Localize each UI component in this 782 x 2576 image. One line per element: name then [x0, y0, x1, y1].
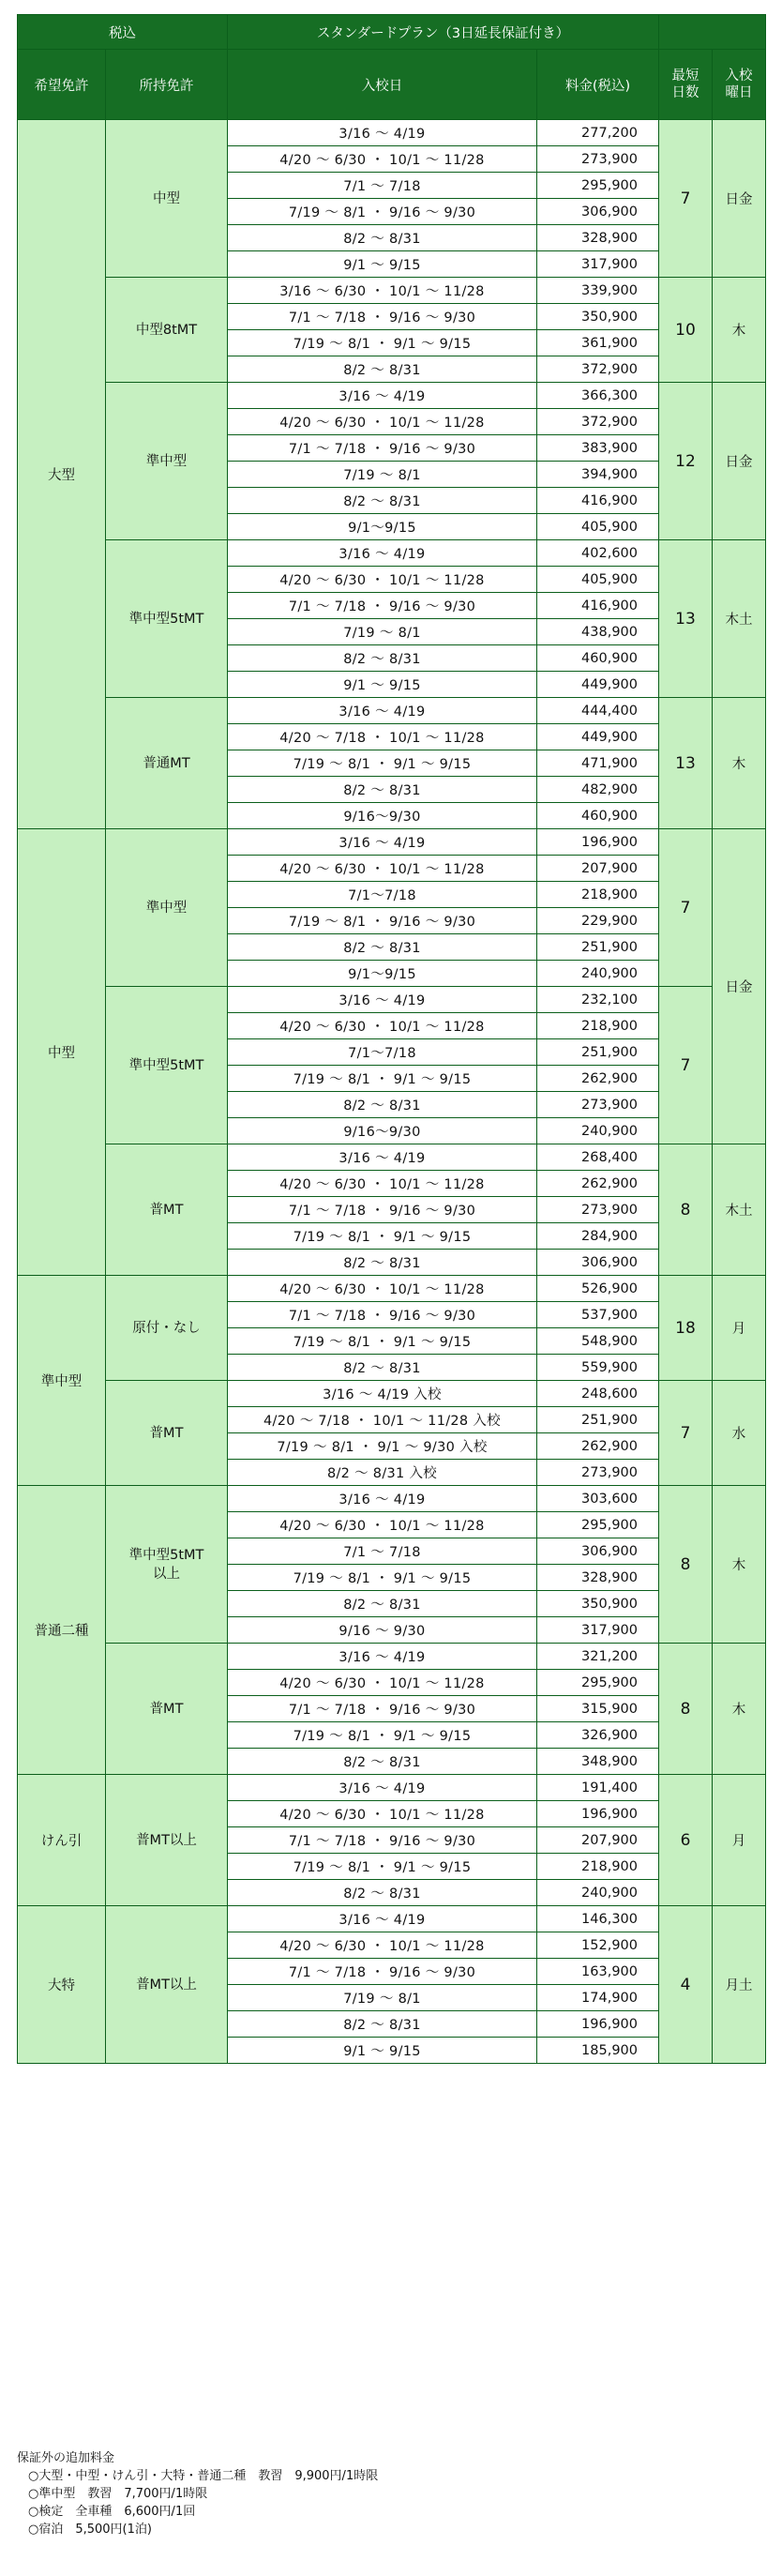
fee-cell: 348,900 [537, 1749, 659, 1775]
fee-cell: 284,900 [537, 1223, 659, 1250]
fee-cell: 482,900 [537, 777, 659, 803]
fee-cell: 207,900 [537, 1827, 659, 1854]
fee-cell: 196,900 [537, 829, 659, 856]
fee-cell: 273,900 [537, 1197, 659, 1223]
note-item: ○宿泊 5,500円(1泊) [28, 2523, 152, 2537]
fee-cell: 471,900 [537, 750, 659, 777]
fee-cell: 416,900 [537, 488, 659, 514]
start-date-cell: 8/2 ～ 8/31 [228, 1355, 537, 1381]
start-date-cell: 8/2 ～ 8/31 [228, 225, 537, 251]
table-row [18, 540, 766, 567]
fee-cell: 339,900 [537, 278, 659, 304]
start-weekday-cell: 月 [713, 1276, 766, 1381]
start-date-cell: 7/19 ～ 8/1 ・ 9/1 ～ 9/15 [228, 1722, 537, 1749]
fee-cell: 295,900 [537, 1670, 659, 1696]
fee-cell: 402,600 [537, 540, 659, 567]
price-table [17, 14, 766, 2064]
start-weekday-cell: 日金 [713, 383, 766, 540]
start-date-cell: 8/2 ～ 8/31 [228, 2011, 537, 2038]
start-date-cell: 7/19 ～ 8/1 [228, 619, 537, 645]
fee-cell: 268,400 [537, 1144, 659, 1171]
col-desired-license: 希望免許 [18, 50, 106, 120]
start-date-cell: 9/1～9/15 [228, 514, 537, 540]
start-date-cell: 4/20 ～ 6/30 ・ 10/1 ～ 11/28 [228, 146, 537, 173]
start-date-cell: 9/1 ～ 9/15 [228, 2038, 537, 2064]
table-row [18, 1775, 766, 1801]
fee-cell: 251,900 [537, 934, 659, 961]
held-license-cell: 普MT [106, 1144, 228, 1276]
fee-cell: 317,900 [537, 251, 659, 278]
fee-cell: 366,300 [537, 383, 659, 409]
held-license-cell: 準中型 [106, 383, 228, 540]
start-date-cell: 7/1 ～ 7/18 ・ 9/16 ～ 9/30 [228, 1197, 537, 1223]
min-days-cell: 18 [659, 1276, 713, 1381]
fee-cell: 251,900 [537, 1039, 659, 1066]
start-date-cell: 7/1 ～ 7/18 ・ 9/16 ～ 9/30 [228, 1959, 537, 1985]
price-table-container [17, 14, 766, 2064]
start-date-cell: 7/19 ～ 8/1 ・ 9/1 ～ 9/15 [228, 1223, 537, 1250]
fee-cell: 240,900 [537, 1118, 659, 1144]
min-days-cell: 4 [659, 1906, 713, 2064]
note-item: ○大型・中型・けん引・大特・普通二種 教習 9,900円/1時限 [28, 2469, 379, 2483]
start-date-cell: 3/16 ～ 6/30 ・ 10/1 ～ 11/28 [228, 278, 537, 304]
header-row-top [18, 15, 766, 50]
start-weekday-cell: 木土 [713, 540, 766, 698]
start-weekday-cell: 水 [713, 1381, 766, 1486]
start-date-cell: 7/1 ～ 7/18 [228, 173, 537, 199]
start-date-cell: 9/16～9/30 [228, 803, 537, 829]
note-item: ○検定 全車種 6,600円/1回 [28, 2505, 196, 2519]
start-weekday-cell: 木 [713, 278, 766, 383]
start-date-cell: 3/16 ～ 4/19 入校 [228, 1381, 537, 1407]
fee-cell: 174,900 [537, 1985, 659, 2011]
start-date-cell: 8/2 ～ 8/31 [228, 645, 537, 672]
start-date-cell: 7/19 ～ 8/1 ・ 9/1 ～ 9/15 [228, 1066, 537, 1092]
start-date-cell: 3/16 ～ 4/19 [228, 120, 537, 146]
fee-cell: 306,900 [537, 1538, 659, 1565]
start-date-cell: 3/16 ～ 4/19 [228, 987, 537, 1013]
fee-cell: 262,900 [537, 1171, 659, 1197]
start-date-cell: 4/20 ～ 6/30 ・ 10/1 ～ 11/28 [228, 1801, 537, 1827]
start-date-cell: 9/16 ～ 9/30 [228, 1617, 537, 1644]
fee-cell: 537,900 [537, 1302, 659, 1328]
fee-cell: 248,600 [537, 1381, 659, 1407]
fee-cell: 273,900 [537, 146, 659, 173]
start-date-cell: 8/2 ～ 8/31 [228, 488, 537, 514]
held-license-cell: 普MT [106, 1381, 228, 1486]
table-row [18, 278, 766, 304]
start-date-cell: 3/16 ～ 4/19 [228, 1906, 537, 1932]
start-date-cell: 7/1 ～ 7/18 ・ 9/16 ～ 9/30 [228, 593, 537, 619]
fee-cell: 295,900 [537, 1512, 659, 1538]
min-days-cell: 13 [659, 540, 713, 698]
desired-license-cell: 大特 [18, 1906, 106, 2064]
fee-cell: 146,300 [537, 1906, 659, 1932]
col-start-weekday: 入校曜日 [713, 50, 766, 120]
min-days-cell: 6 [659, 1775, 713, 1906]
fee-cell: 273,900 [537, 1092, 659, 1118]
start-date-cell: 3/16 ～ 4/19 [228, 698, 537, 724]
fee-cell: 306,900 [537, 199, 659, 225]
start-date-cell: 9/16～9/30 [228, 1118, 537, 1144]
fee-cell: 191,400 [537, 1775, 659, 1801]
start-date-cell: 7/19 ～ 8/1 [228, 462, 537, 488]
col-fee: 料金(税込) [537, 50, 659, 120]
start-date-cell: 7/1～7/18 [228, 882, 537, 908]
fee-cell: 295,900 [537, 173, 659, 199]
held-license-cell: 準中型5tMT [106, 987, 228, 1144]
fee-cell: 303,600 [537, 1486, 659, 1512]
start-weekday-cell: 月土 [713, 1906, 766, 2064]
desired-license-cell: 準中型 [18, 1276, 106, 1486]
fee-cell: 240,900 [537, 1880, 659, 1906]
additional-fees-notes [17, 2449, 378, 2538]
table-row [18, 1486, 766, 1512]
fee-cell: 196,900 [537, 1801, 659, 1827]
desired-license-cell: 大型 [18, 120, 106, 829]
fee-cell: 218,900 [537, 1854, 659, 1880]
start-date-cell: 7/19 ～ 8/1 ・ 9/1 ～ 9/15 [228, 1328, 537, 1355]
fee-cell: 449,900 [537, 672, 659, 698]
start-date-cell: 7/1 ～ 7/18 ・ 9/16 ～ 9/30 [228, 1302, 537, 1328]
fee-cell: 315,900 [537, 1696, 659, 1722]
start-date-cell: 4/20 ～ 6/30 ・ 10/1 ～ 11/28 [228, 856, 537, 882]
held-license-cell: 普通MT [106, 698, 228, 829]
start-date-cell: 7/1 ～ 7/18 ・ 9/16 ～ 9/30 [228, 435, 537, 462]
fee-cell: 394,900 [537, 462, 659, 488]
start-date-cell: 7/1 ～ 7/18 ・ 9/16 ～ 9/30 [228, 1696, 537, 1722]
table-row [18, 383, 766, 409]
start-date-cell: 8/2 ～ 8/31 [228, 934, 537, 961]
tax-label: 税込 [18, 15, 228, 50]
start-date-cell: 8/2 ～ 8/31 [228, 777, 537, 803]
fee-cell: 251,900 [537, 1407, 659, 1433]
fee-cell: 328,900 [537, 225, 659, 251]
fee-cell: 326,900 [537, 1722, 659, 1749]
table-row [18, 1276, 766, 1302]
fee-cell: 438,900 [537, 619, 659, 645]
fee-cell: 306,900 [537, 1250, 659, 1276]
start-weekday-cell: 日金 [713, 829, 766, 1144]
fee-cell: 207,900 [537, 856, 659, 882]
table-row [18, 120, 766, 146]
fee-cell: 218,900 [537, 882, 659, 908]
table-row [18, 1381, 766, 1407]
fee-cell: 361,900 [537, 330, 659, 356]
held-license-cell: 中型 [106, 120, 228, 278]
fee-cell: 460,900 [537, 645, 659, 672]
start-weekday-cell: 木 [713, 698, 766, 829]
min-days-cell: 7 [659, 987, 713, 1144]
start-date-cell: 8/2 ～ 8/31 [228, 356, 537, 383]
min-days-cell: 7 [659, 120, 713, 278]
start-date-cell: 9/1 ～ 9/15 [228, 672, 537, 698]
start-date-cell: 8/2 ～ 8/31 [228, 1880, 537, 1906]
start-date-cell: 4/20 ～ 6/30 ・ 10/1 ～ 11/28 [228, 1013, 537, 1039]
start-date-cell: 4/20 ～ 6/30 ・ 10/1 ～ 11/28 [228, 1512, 537, 1538]
start-date-cell: 4/20 ～ 6/30 ・ 10/1 ～ 11/28 [228, 567, 537, 593]
fee-cell: 317,900 [537, 1617, 659, 1644]
start-weekday-cell: 木 [713, 1644, 766, 1775]
col-min-days: 最短日数 [659, 50, 713, 120]
start-date-cell: 3/16 ～ 4/19 [228, 1486, 537, 1512]
fee-cell: 444,400 [537, 698, 659, 724]
min-days-cell: 10 [659, 278, 713, 383]
held-license-cell: 準中型5tMT 以上 [106, 1486, 228, 1644]
table-row [18, 1906, 766, 1932]
held-license-cell: 準中型5tMT [106, 540, 228, 698]
desired-license-cell: 中型 [18, 829, 106, 1276]
min-days-cell: 8 [659, 1144, 713, 1276]
start-date-cell: 9/1～9/15 [228, 961, 537, 987]
start-date-cell: 3/16 ～ 4/19 [228, 540, 537, 567]
start-date-cell: 3/16 ～ 4/19 [228, 1144, 537, 1171]
start-date-cell: 4/20 ～ 6/30 ・ 10/1 ～ 11/28 [228, 1276, 537, 1302]
fee-cell: 350,900 [537, 304, 659, 330]
table-row [18, 698, 766, 724]
fee-cell: 405,900 [537, 514, 659, 540]
start-date-cell: 7/1 ～ 7/18 ・ 9/16 ～ 9/30 [228, 1827, 537, 1854]
start-date-cell: 4/20 ～ 6/30 ・ 10/1 ～ 11/28 [228, 1932, 537, 1959]
start-date-cell: 7/1 ～ 7/18 [228, 1538, 537, 1565]
start-date-cell: 7/19 ～ 8/1 ・ 9/1 ～ 9/15 [228, 330, 537, 356]
plan-label: スタンダードプラン（3日延長保証付き） [228, 15, 659, 50]
fee-cell: 185,900 [537, 2038, 659, 2064]
fee-cell: 277,200 [537, 120, 659, 146]
start-date-cell: 7/19 ～ 8/1 [228, 1985, 537, 2011]
col-held-license: 所持免許 [106, 50, 228, 120]
start-weekday-cell: 木土 [713, 1144, 766, 1276]
start-date-cell: 8/2 ～ 8/31 入校 [228, 1460, 537, 1486]
fee-cell: 460,900 [537, 803, 659, 829]
start-date-cell: 3/16 ～ 4/19 [228, 383, 537, 409]
start-date-cell: 7/19 ～ 8/1 ・ 9/1 ～ 9/15 [228, 750, 537, 777]
start-weekday-cell: 月 [713, 1775, 766, 1906]
start-date-cell: 8/2 ～ 8/31 [228, 1250, 537, 1276]
start-date-cell: 7/19 ～ 8/1 ・ 9/16 ～ 9/30 [228, 908, 537, 934]
min-days-cell: 8 [659, 1486, 713, 1644]
start-date-cell: 7/19 ～ 8/1 ・ 9/16 ～ 9/30 [228, 199, 537, 225]
fee-cell: 240,900 [537, 961, 659, 987]
start-date-cell: 8/2 ～ 8/31 [228, 1092, 537, 1118]
fee-cell: 372,900 [537, 409, 659, 435]
table-row [18, 1144, 766, 1171]
min-days-cell: 7 [659, 829, 713, 987]
min-days-cell: 7 [659, 1381, 713, 1486]
fee-cell: 548,900 [537, 1328, 659, 1355]
start-date-cell: 4/20 ～ 6/30 ・ 10/1 ～ 11/28 [228, 1670, 537, 1696]
fee-cell: 321,200 [537, 1644, 659, 1670]
start-date-cell: 7/1 ～ 7/18 ・ 9/16 ～ 9/30 [228, 304, 537, 330]
start-date-cell: 4/20 ～ 6/30 ・ 10/1 ～ 11/28 [228, 409, 537, 435]
desired-license-cell: 普通二種 [18, 1486, 106, 1775]
held-license-cell: 準中型 [106, 829, 228, 987]
price-table-body [18, 120, 766, 2064]
fee-cell: 416,900 [537, 593, 659, 619]
start-date-cell: 3/16 ～ 4/19 [228, 1644, 537, 1670]
held-license-cell: 普MT [106, 1644, 228, 1775]
start-date-cell: 8/2 ～ 8/31 [228, 1749, 537, 1775]
fee-cell: 405,900 [537, 567, 659, 593]
fee-cell: 229,900 [537, 908, 659, 934]
start-weekday-cell: 木 [713, 1486, 766, 1644]
start-date-cell: 7/1～7/18 [228, 1039, 537, 1066]
start-date-cell: 4/20 ～ 6/30 ・ 10/1 ～ 11/28 [228, 1171, 537, 1197]
min-days-cell: 13 [659, 698, 713, 829]
fee-cell: 196,900 [537, 2011, 659, 2038]
header-blank [659, 15, 766, 50]
held-license-cell: 普MT以上 [106, 1906, 228, 2064]
col-start-date: 入校日 [228, 50, 537, 120]
start-date-cell: 7/19 ～ 8/1 ・ 9/1 ～ 9/30 入校 [228, 1433, 537, 1460]
note-item: ○準中型 教習 7,700円/1時限 [28, 2487, 208, 2501]
fee-cell: 449,900 [537, 724, 659, 750]
table-row [18, 1644, 766, 1670]
min-days-cell: 8 [659, 1644, 713, 1775]
fee-cell: 262,900 [537, 1066, 659, 1092]
fee-cell: 328,900 [537, 1565, 659, 1591]
table-row [18, 987, 766, 1013]
start-date-cell: 9/1 ～ 9/15 [228, 251, 537, 278]
fee-cell: 163,900 [537, 1959, 659, 1985]
fee-cell: 559,900 [537, 1355, 659, 1381]
fee-cell: 383,900 [537, 435, 659, 462]
held-license-cell: 普MT以上 [106, 1775, 228, 1906]
start-date-cell: 8/2 ～ 8/31 [228, 1591, 537, 1617]
fee-cell: 273,900 [537, 1460, 659, 1486]
fee-cell: 232,100 [537, 987, 659, 1013]
start-date-cell: 3/16 ～ 4/19 [228, 829, 537, 856]
fee-cell: 152,900 [537, 1932, 659, 1959]
header-row-columns [18, 50, 766, 120]
fee-cell: 526,900 [537, 1276, 659, 1302]
notes-title: 保証外の追加料金 [17, 2451, 115, 2465]
table-row [18, 829, 766, 856]
fee-cell: 262,900 [537, 1433, 659, 1460]
start-date-cell: 3/16 ～ 4/19 [228, 1775, 537, 1801]
start-date-cell: 4/20 ～ 7/18 ・ 10/1 ～ 11/28 [228, 724, 537, 750]
held-license-cell: 原付・なし [106, 1276, 228, 1381]
start-date-cell: 7/19 ～ 8/1 ・ 9/1 ～ 9/15 [228, 1854, 537, 1880]
fee-cell: 372,900 [537, 356, 659, 383]
start-date-cell: 4/20 ～ 7/18 ・ 10/1 ～ 11/28 入校 [228, 1407, 537, 1433]
held-license-cell: 中型8tMT [106, 278, 228, 383]
fee-cell: 218,900 [537, 1013, 659, 1039]
fee-cell: 350,900 [537, 1591, 659, 1617]
min-days-cell: 12 [659, 383, 713, 540]
desired-license-cell: けん引 [18, 1775, 106, 1906]
start-weekday-cell: 日金 [713, 120, 766, 278]
start-date-cell: 7/19 ～ 8/1 ・ 9/1 ～ 9/15 [228, 1565, 537, 1591]
